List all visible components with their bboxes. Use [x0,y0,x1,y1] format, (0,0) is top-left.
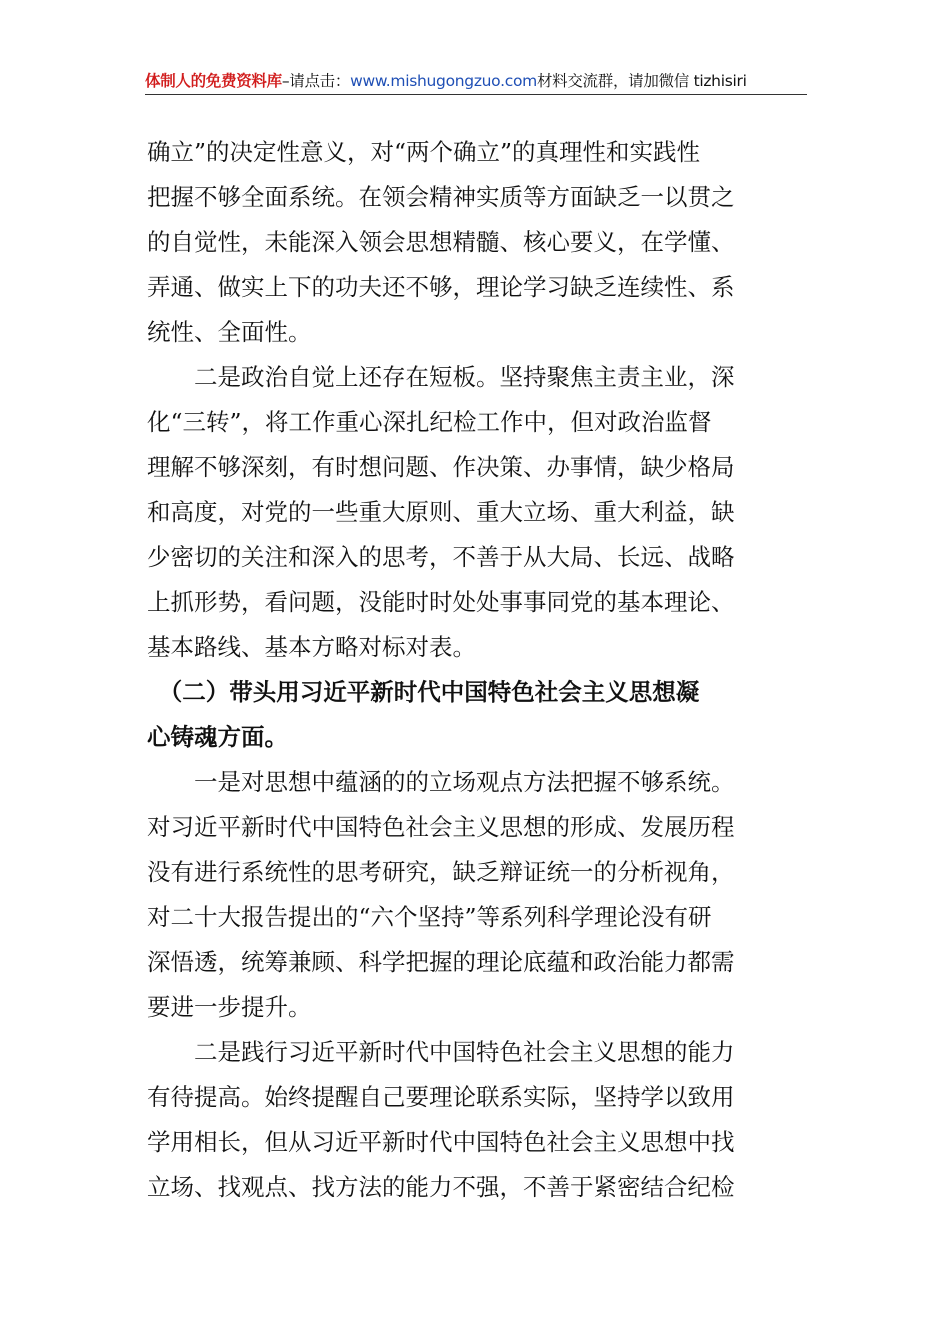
text-line: 对二十大报告提出的“六个坚持”等系列科学理论没有研 [147,903,712,931]
text-line: 要进一步提升。 [147,993,312,1021]
text-line: 二是践行习近平新时代中国特色社会主义思想的能力 [147,1038,735,1066]
text-line: 上抓形势，看问题，没能时时处处事事同党的基本理论、 [147,588,735,616]
text-line: 理解不够深刻，有时想问题、作决策、办事情，缺少格局 [147,453,735,481]
page-header [145,70,807,95]
text-line: 一是对思想中蕴涵的的立场观点方法把握不够系统。 [147,768,735,796]
text-line: 立场、找观点、找方法的能力不强，不善于紧密结合纪检 [147,1173,735,1201]
document-body [147,130,809,1210]
text-line: 的自觉性，未能深入领会思想精髓、核心要义，在学懂、 [147,228,735,256]
header-contact: 材料交流群，请加微信 tizhisiri [536,72,747,90]
text-line: 有待提高。始终提醒自己要理论联系实际，坚持学以致用 [147,1083,735,1111]
text-line: 和高度，对党的一些重大原则、重大立场、重大利益，缺 [147,498,735,526]
text-line: 对习近平新时代中国特色社会主义思想的形成、发展历程 [147,813,735,841]
header-brand: 体制人的免费资料库 [145,72,282,90]
text-line: 化“三转”，将工作重心深扎纪检工作中，但对政治监督 [147,408,712,436]
text-line: 二是政治自觉上还存在短板。坚持聚焦主责主业，深 [147,363,735,391]
text-line: 基本路线、基本方略对标对表。 [147,633,476,661]
section-heading-line: 心铸魂方面。 [147,723,288,751]
text-line: 深悟透，统筹兼顾、科学把握的理论底蕴和政治能力都需 [147,948,735,976]
text-line: 把握不够全面系统。在领会精神实质等方面缺乏一以贯之 [147,183,735,211]
text-line: 没有进行系统性的思考研究，缺乏辩证统一的分析视角， [147,858,735,886]
text-line: 少密切的关注和深入的思考，不善于从大局、长远、战略 [147,543,735,571]
text-line: 弄通、做实上下的功夫还不够，理论学习缺乏连续性、系 [147,273,735,301]
text-line: 确立”的决定性意义，对“两个确立”的真理性和实践性 [147,138,701,166]
section-heading-line: （二）带头用习近平新时代中国特色社会主义思想凝 [147,678,700,706]
text-line: 统性、全面性。 [147,318,312,346]
header-url-link[interactable]: www.mishugongzuo.com [350,72,537,90]
text-line: 学用相长，但从习近平新时代中国特色社会主义思想中找 [147,1128,735,1156]
header-prompt: –请点击： [281,72,351,90]
